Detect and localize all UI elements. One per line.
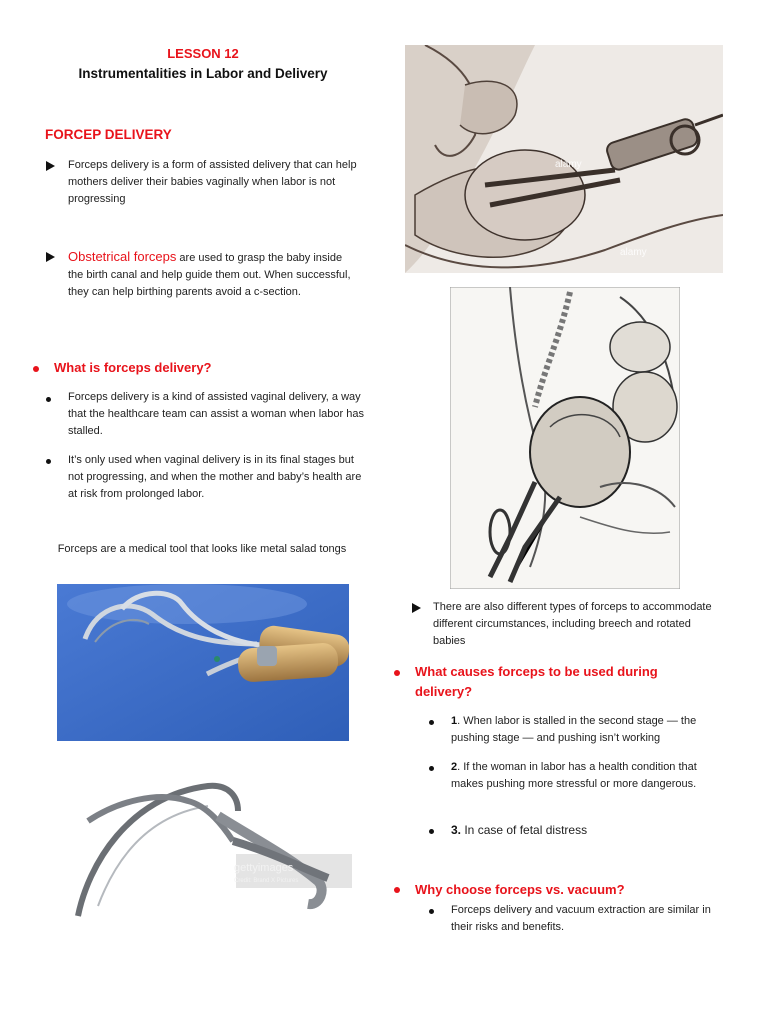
forceps-photo-getty — [58, 756, 352, 918]
alamy-watermark-1: alamy — [555, 159, 582, 170]
cause-number-1: 1 — [451, 715, 458, 727]
bullet-dot-icon — [429, 909, 434, 914]
forcep-definition-text: Forceps delivery is a form of assisted delivery that can help mothers deliver their babies vaginally when labor is not progressing — [68, 159, 357, 205]
obstetrical-forceps-highlight: Obstetrical forceps — [68, 249, 177, 264]
obstetrical-forceps-text — [68, 248, 360, 301]
cause-text-1: . When labor is stalled in the second stage — the pushing stage — and pushing isn’t working — [451, 715, 697, 744]
why-item: Forceps delivery and vacuum extraction are similar in their risks and benefits. — [451, 904, 711, 933]
what-is-item-1: Forceps delivery is a kind of assisted vaginal delivery, a way that the healthcare team can assist a woman when labor has stalled. — [68, 391, 364, 437]
page-title: Instrumentalities in Labor and Delivery — [78, 66, 328, 81]
forceps-caption: Forceps are a medical tool that looks like metal salad tongs — [57, 543, 347, 555]
cause-text-3: In case of fetal distress — [461, 823, 588, 837]
alamy-watermark-2: alamy — [620, 247, 647, 258]
obstetrical-forceps-rest: are used to grasp the baby inside the birth canal and help guide them out. When successful, they can help birthing parents avoid a c-section. — [68, 252, 351, 298]
getty-credit: Credit: Brand X Pictures — [234, 878, 299, 884]
bullet-dot-icon — [429, 766, 434, 771]
red-bullet-icon — [394, 887, 400, 893]
red-bullet-icon — [33, 366, 39, 372]
section-heading-forcep-delivery: FORCEP DELIVERY — [45, 127, 172, 142]
heading-why-forceps-vs-vacuum: Why choose forceps vs. vacuum? — [415, 882, 625, 897]
illustration-forceps-sepia — [405, 45, 723, 273]
lesson-number: LESSON 12 — [167, 46, 239, 61]
what-is-item-2: It’s only used when vaginal delivery is in its final stages but not progressing, and when the mother and baby’s health are at risk from prolonged labor. — [68, 454, 362, 500]
cause-number-2: 2 — [451, 761, 458, 773]
getty-watermark: gettyimages — [234, 862, 294, 874]
bullet-dot-icon — [429, 829, 434, 834]
cause-item-1 — [451, 713, 729, 747]
red-bullet-icon — [394, 670, 400, 676]
arrow-bullet-icon — [46, 161, 55, 171]
bullet-dot-icon — [429, 720, 434, 725]
bullet-dot-icon — [46, 397, 51, 402]
arrow-bullet-icon — [46, 252, 55, 262]
cause-item-2 — [451, 759, 721, 793]
arrow-bullet-icon — [412, 603, 421, 613]
cause-item-3 — [451, 822, 721, 839]
heading-what-causes-forceps: What causes forceps to be used during delivery? — [415, 664, 658, 699]
forceps-types-note: There are also different types of forceps to accommodate different circumstances, including breech and rotated babies — [433, 601, 712, 647]
forceps-photo-blue — [57, 584, 349, 741]
cause-number-3: 3. — [451, 823, 462, 837]
heading-what-is-forceps-delivery: What is forceps delivery? — [54, 360, 212, 375]
illustration-forceps-engraving — [450, 287, 680, 589]
cause-text-2: . If the woman in labor has a health condition that makes pushing more stressful or more dangerous. — [451, 761, 697, 790]
bullet-dot-icon — [46, 459, 51, 464]
